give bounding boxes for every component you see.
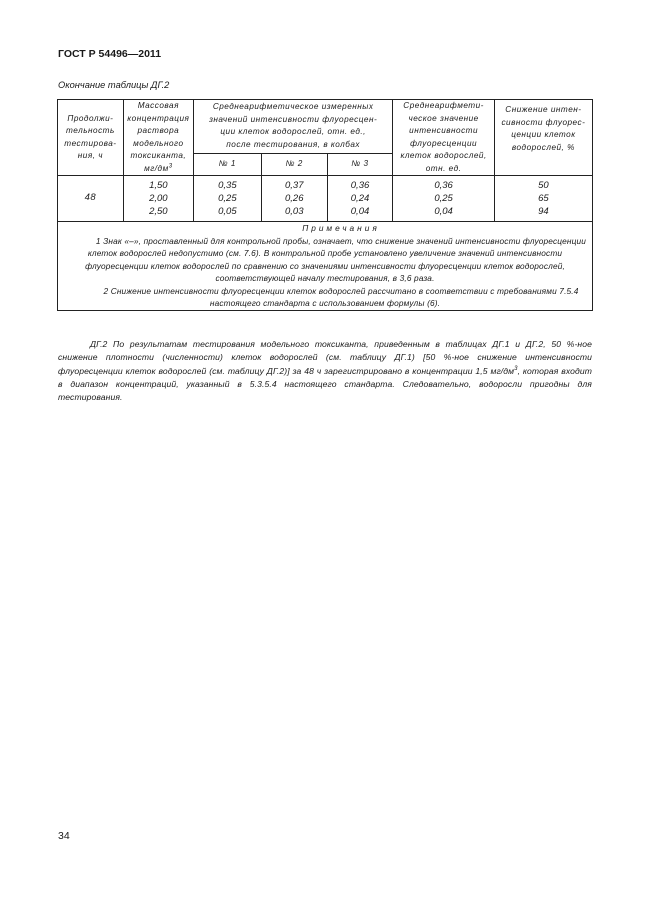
column-reduction [494, 176, 592, 222]
column-flask-3 [327, 176, 393, 222]
table-cell: 0,03 [284, 206, 304, 217]
table-cell: 0,24 [350, 193, 370, 204]
column-mean-value [393, 176, 494, 222]
table-cell: 0,25 [434, 193, 453, 204]
table-cell: 0,05 [218, 206, 237, 217]
page-number: 34 [58, 830, 70, 842]
table-cell: 0,26 [284, 193, 304, 204]
header-duration: Продолжи- тельность тестирова- ния, ч [58, 100, 124, 176]
table-cell: 0,37 [284, 180, 304, 191]
header-mean-measured: Среднеарифметическое измеренных значений интенсивности флуоресцен- ции клеток водорослей, отн. ед., после тестирования, в колбах [193, 100, 393, 154]
header-flask-2: № 2 [261, 153, 327, 175]
header-flask-3: № 3 [327, 153, 393, 175]
standard-header: ГОСТ Р 54496—2011 [58, 48, 162, 60]
table-notes [58, 222, 593, 311]
notes-title: Примечания [302, 223, 380, 233]
table-cell: 0,36 [434, 180, 453, 191]
header-mean-value: Среднеарифмети- ческое значение интенсивности флуоресценции клеток водорослей, отн. ед. [393, 100, 494, 176]
table-cell: 0,04 [434, 206, 453, 217]
body-paragraph: ДГ.2 По результатам тестирования модельного токсиканта, приведенным в таблицах ДГ.1 и ДГ.2, 50 %-ное снижение плотности (численности) клеток водорослей (см. таблицу ДГ.1) [50 %-ное снижение интенсивности флуоресценции клеток водорослей (см. таблицу ДГ.2)] за 48 ч зарегистрировано в концентрации 1,5 $мг/дм^3$, которая входит в диапазон концентраций, указанный в 5.3.5.4 настоящего стандарта. Следовательно, водоросли пригодны для тестирования. [58, 339, 592, 403]
cell-duration: 48 [58, 176, 124, 222]
table-cell: 94 [538, 206, 549, 217]
table-cell: 0,36 [350, 180, 370, 191]
note-1: 1 Знак «–», проставленный для контрольной пробы, означает, что снижение значений интенсивности флуоресценции клеток водорослей недопустимо (см. 7.6). В контрольной пробе установлено увеличение значений интенсивности флуоресценции клеток водорослей по сравнению со значениями интенсивности флуоресценции клеток водорослей, соответствующей началу тестирования, в 3,6 раза. [85, 235, 587, 283]
table-cell: 0,04 [350, 206, 370, 217]
data-table [57, 99, 593, 311]
table-caption: Окончание таблицы ДГ.2 [58, 80, 170, 90]
table-cell: 2,00 [149, 193, 168, 204]
header-concentration: Массовая концентрация раствора модельного токсиканта, $мг/дм^3$ [123, 100, 193, 176]
column-flask-1 [193, 176, 261, 222]
table-cell: 1,50 [149, 180, 168, 191]
column-concentration [123, 176, 193, 222]
header-reduction: Снижение интен- сивности флуорес- ценции клеток водорослей, % [494, 100, 592, 176]
table-cell: 0,25 [218, 193, 237, 204]
header-flask-1: № 1 [193, 153, 261, 175]
table-cell: 50 [538, 180, 549, 191]
note-2: 2 Снижение интенсивности флуоресценции клеток водорослей рассчитано в соответствии с требованиями 7.5.4 настоящего стандарта с использованием формулы (6). [103, 285, 579, 308]
column-flask-2 [261, 176, 327, 222]
table-cell: 0,35 [218, 180, 237, 191]
table-cell: 65 [538, 193, 549, 204]
table-cell: 2,50 [149, 206, 168, 217]
